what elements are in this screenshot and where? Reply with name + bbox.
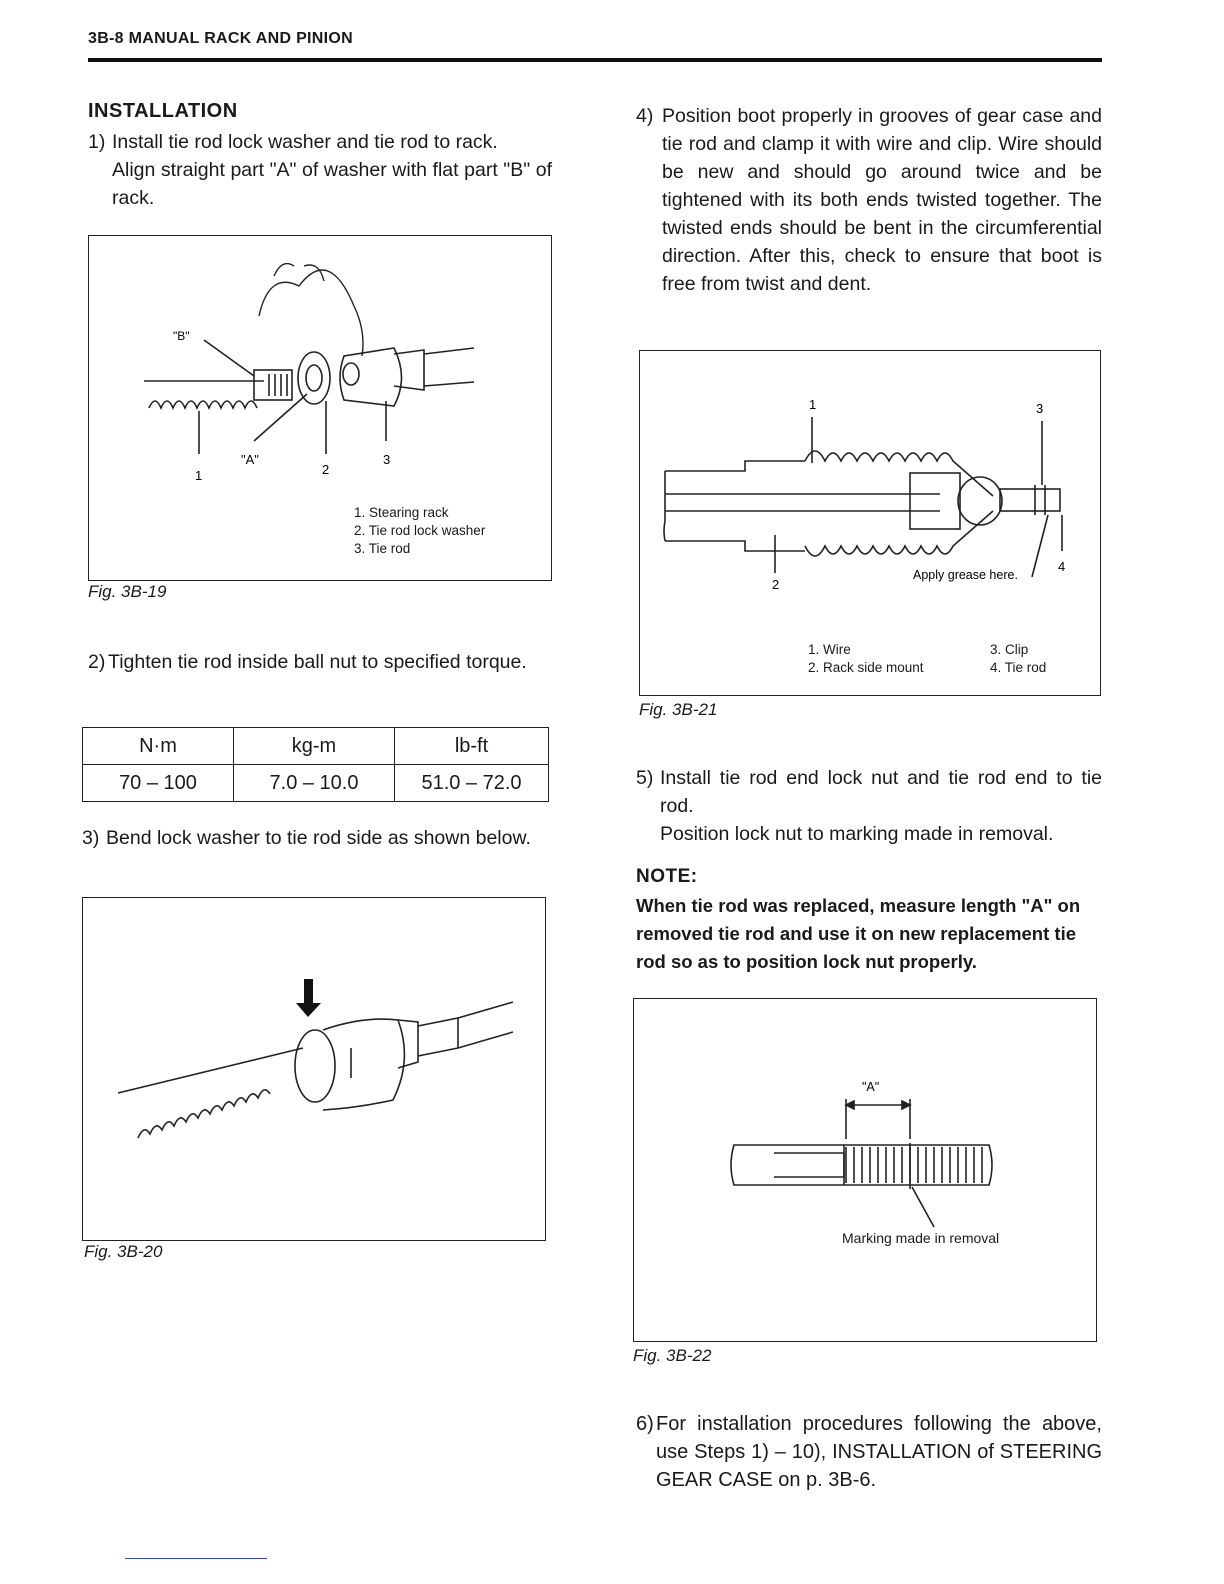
label-a: "A" <box>862 1080 880 1094</box>
note-text: When tie rod was replaced, measure length "A" on removed tie rod and use it on new replacement tie rod so as to position lock nut properly. <box>636 895 1081 972</box>
tie-rod-marking-illustration <box>634 999 1096 1259</box>
step-6-text: For installation procedures following the above, use Steps 1) – 10), INSTALLATION of STEERING GEAR CASE on p. 3B-6. <box>656 1413 1102 1491</box>
figure-3b-22 <box>633 998 1097 1342</box>
step-5-line-1: Install tie rod end lock nut and tie rod end to tie rod. <box>660 767 1102 817</box>
step-2-number: 2) <box>88 651 106 673</box>
note-heading: NOTE: <box>636 866 698 887</box>
legend-item: 1. Stearing rack <box>354 505 449 520</box>
step-1-line-2: Align straight part "A" of washer with flat part "B" of rack. <box>112 159 552 209</box>
note-block <box>636 866 1102 976</box>
torque-header-lbft: lb-ft <box>395 728 549 765</box>
table-row <box>83 765 549 802</box>
legend-item: 3. Clip <box>990 642 1029 657</box>
marking-label: Marking made in removal <box>842 1230 1000 1246</box>
bend-washer-illustration <box>83 898 545 1240</box>
callout-1: 1 <box>195 468 203 483</box>
table-row <box>83 728 549 765</box>
torque-value-kgm: 7.0 – 10.0 <box>234 765 395 802</box>
callout-1: 1 <box>809 397 817 412</box>
step-4 <box>636 102 1102 298</box>
callout-4: 4 <box>1058 559 1066 574</box>
boot-clamp-illustration <box>640 351 1100 601</box>
step-6 <box>636 1410 1102 1494</box>
figure-3b-20 <box>82 897 546 1241</box>
step-2 <box>88 648 552 676</box>
installation-heading: INSTALLATION <box>88 100 238 122</box>
callout-3: 3 <box>1036 401 1044 416</box>
step-4-text: Position boot properly in grooves of gear case and tie rod and clamp it with wire and clip. Wire should be new and should go around twice and be tightened with its both ends twisted together. The twisted ends should be bent in the circumferential direction. After this, check to ensure that boot is free from twist and dent. <box>662 105 1102 295</box>
bend-direction-arrow-icon <box>296 979 321 1017</box>
page-title: 3B-8 MANUAL RACK AND PINION <box>88 30 353 47</box>
step-1-line-1: Install tie rod lock washer and tie rod to rack. <box>112 131 498 153</box>
torque-header-kgm: kg-m <box>234 728 395 765</box>
figure-3b-19 <box>88 235 552 581</box>
step-5 <box>636 764 1102 848</box>
label-b: "B" <box>173 329 190 343</box>
callout-2: 2 <box>772 577 780 592</box>
torque-value-lbft: 51.0 – 72.0 <box>395 765 549 802</box>
step-1-number: 1) <box>88 131 106 153</box>
callout-2: 2 <box>322 462 330 477</box>
legend-item: 1. Wire <box>808 642 851 657</box>
footer-rule <box>125 1558 267 1559</box>
step-6-number: 6) <box>636 1413 654 1435</box>
step-1 <box>88 128 552 212</box>
figure-3b-19-legend <box>354 504 485 558</box>
figure-3b-22-caption: Fig. 3B-22 <box>633 1346 712 1365</box>
legend-item: 4. Tie rod <box>990 660 1047 675</box>
figure-3b-21-legend-left <box>808 641 924 677</box>
figure-3b-21-caption: Fig. 3B-21 <box>639 700 718 719</box>
legend-item: 3. Tie rod <box>354 541 411 556</box>
callout-3: 3 <box>383 452 391 467</box>
step-4-number: 4) <box>636 105 654 127</box>
installation-heading-block <box>88 100 552 123</box>
step-2-text: Tighten tie rod inside ball nut to specified torque. <box>108 651 527 673</box>
torque-value-nm: 70 – 100 <box>83 765 234 802</box>
page-header <box>88 28 1102 62</box>
torque-table <box>82 727 549 802</box>
torque-header-nm: N·m <box>83 728 234 765</box>
figure-3b-21-legend-right <box>990 641 1046 677</box>
figure-3b-20-caption: Fig. 3B-20 <box>84 1242 163 1261</box>
legend-item: 2. Rack side mount <box>808 660 924 675</box>
figure-3b-21 <box>639 350 1101 696</box>
step-3-number: 3) <box>82 827 100 849</box>
step-5-number: 5) <box>636 767 654 789</box>
legend-item: 2. Tie rod lock washer <box>354 523 486 538</box>
label-a: "A" <box>241 452 259 467</box>
step-5-line-2: Position lock nut to marking made in removal. <box>660 823 1054 845</box>
figure-3b-19-caption: Fig. 3B-19 <box>88 582 167 601</box>
step-3 <box>82 824 548 852</box>
step-3-text: Bend lock washer to tie rod side as shown below. <box>106 827 531 849</box>
apply-grease-label: Apply grease here. <box>913 568 1018 582</box>
